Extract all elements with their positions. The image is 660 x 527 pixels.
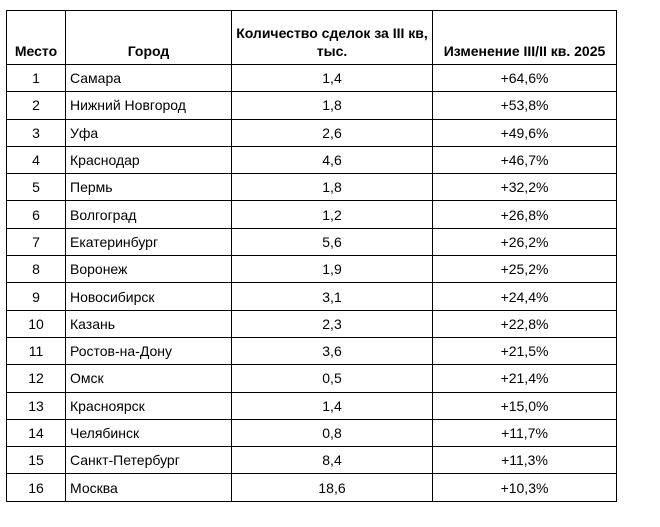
deals-cell: 3,6 bbox=[232, 337, 433, 364]
city-cell: Челябинск bbox=[66, 419, 232, 446]
header-deals: Количество сделок за III кв, тыс. bbox=[232, 11, 433, 65]
rank-cell: 12 bbox=[7, 365, 66, 392]
rank-cell: 10 bbox=[7, 310, 66, 337]
city-cell: Волгоград bbox=[66, 201, 232, 228]
city-cell: Новосибирск bbox=[66, 283, 232, 310]
deals-cell: 3,1 bbox=[232, 283, 433, 310]
deals-cell: 1,2 bbox=[232, 201, 433, 228]
table-row bbox=[7, 146, 617, 173]
change-cell: +10,3% bbox=[433, 474, 617, 501]
deals-cell: 0,8 bbox=[232, 419, 433, 446]
header-rank: Место bbox=[7, 11, 66, 65]
table-row bbox=[7, 201, 617, 228]
rank-cell: 5 bbox=[7, 174, 66, 201]
deals-cell: 2,3 bbox=[232, 310, 433, 337]
table-row bbox=[7, 228, 617, 255]
change-cell: +22,8% bbox=[433, 310, 617, 337]
table-body bbox=[7, 65, 617, 502]
rank-cell: 14 bbox=[7, 419, 66, 446]
change-cell: +64,6% bbox=[433, 65, 617, 92]
deals-cell: 1,8 bbox=[232, 174, 433, 201]
deals-cell: 1,4 bbox=[232, 65, 433, 92]
change-cell: +32,2% bbox=[433, 174, 617, 201]
table-row bbox=[7, 447, 617, 474]
table-row bbox=[7, 474, 617, 501]
city-cell: Уфа bbox=[66, 119, 232, 146]
change-cell: +11,7% bbox=[433, 419, 617, 446]
deals-cell: 1,9 bbox=[232, 256, 433, 283]
change-cell: +25,2% bbox=[433, 256, 617, 283]
table-row bbox=[7, 283, 617, 310]
header-row bbox=[7, 11, 617, 65]
rank-cell: 4 bbox=[7, 146, 66, 173]
city-cell: Пермь bbox=[66, 174, 232, 201]
city-cell: Воронеж bbox=[66, 256, 232, 283]
rank-cell: 15 bbox=[7, 447, 66, 474]
rank-cell: 1 bbox=[7, 65, 66, 92]
city-cell: Нижний Новгород bbox=[66, 92, 232, 119]
table-row bbox=[7, 256, 617, 283]
deals-cell: 1,4 bbox=[232, 392, 433, 419]
deals-cell: 8,4 bbox=[232, 447, 433, 474]
table-row bbox=[7, 337, 617, 364]
rank-cell: 8 bbox=[7, 256, 66, 283]
rank-cell: 2 bbox=[7, 92, 66, 119]
change-cell: +24,4% bbox=[433, 283, 617, 310]
change-cell: +26,2% bbox=[433, 228, 617, 255]
rank-cell: 9 bbox=[7, 283, 66, 310]
table-row bbox=[7, 174, 617, 201]
change-cell: +11,3% bbox=[433, 447, 617, 474]
rank-cell: 16 bbox=[7, 474, 66, 501]
change-cell: +15,0% bbox=[433, 392, 617, 419]
deals-cell: 5,6 bbox=[232, 228, 433, 255]
change-cell: +53,8% bbox=[433, 92, 617, 119]
city-cell: Москва bbox=[66, 474, 232, 501]
change-cell: +46,7% bbox=[433, 146, 617, 173]
rank-cell: 3 bbox=[7, 119, 66, 146]
header-change: Изменение III/II кв. 2025 bbox=[433, 11, 617, 65]
city-cell: Омск bbox=[66, 365, 232, 392]
table-row bbox=[7, 119, 617, 146]
table-row bbox=[7, 310, 617, 337]
rank-cell: 13 bbox=[7, 392, 66, 419]
city-cell: Екатеринбург bbox=[66, 228, 232, 255]
table-row bbox=[7, 65, 617, 92]
change-cell: +21,5% bbox=[433, 337, 617, 364]
rank-cell: 7 bbox=[7, 228, 66, 255]
deals-cell: 0,5 bbox=[232, 365, 433, 392]
deals-cell: 1,8 bbox=[232, 92, 433, 119]
table-row bbox=[7, 92, 617, 119]
deals-cell: 2,6 bbox=[232, 119, 433, 146]
rank-cell: 6 bbox=[7, 201, 66, 228]
deals-cell: 18,6 bbox=[232, 474, 433, 501]
header-city: Город bbox=[66, 11, 232, 65]
change-cell: +49,6% bbox=[433, 119, 617, 146]
city-cell: Краснодар bbox=[66, 146, 232, 173]
city-cell: Казань bbox=[66, 310, 232, 337]
deals-cell: 4,6 bbox=[232, 146, 433, 173]
table-row bbox=[7, 365, 617, 392]
city-cell: Ростов-на-Дону bbox=[66, 337, 232, 364]
change-cell: +26,8% bbox=[433, 201, 617, 228]
table-row bbox=[7, 419, 617, 446]
city-cell: Санкт-Петербург bbox=[66, 447, 232, 474]
ranking-table bbox=[6, 10, 617, 502]
city-cell: Красноярск bbox=[66, 392, 232, 419]
city-cell: Самара bbox=[66, 65, 232, 92]
change-cell: +21,4% bbox=[433, 365, 617, 392]
table-row bbox=[7, 392, 617, 419]
rank-cell: 11 bbox=[7, 337, 66, 364]
